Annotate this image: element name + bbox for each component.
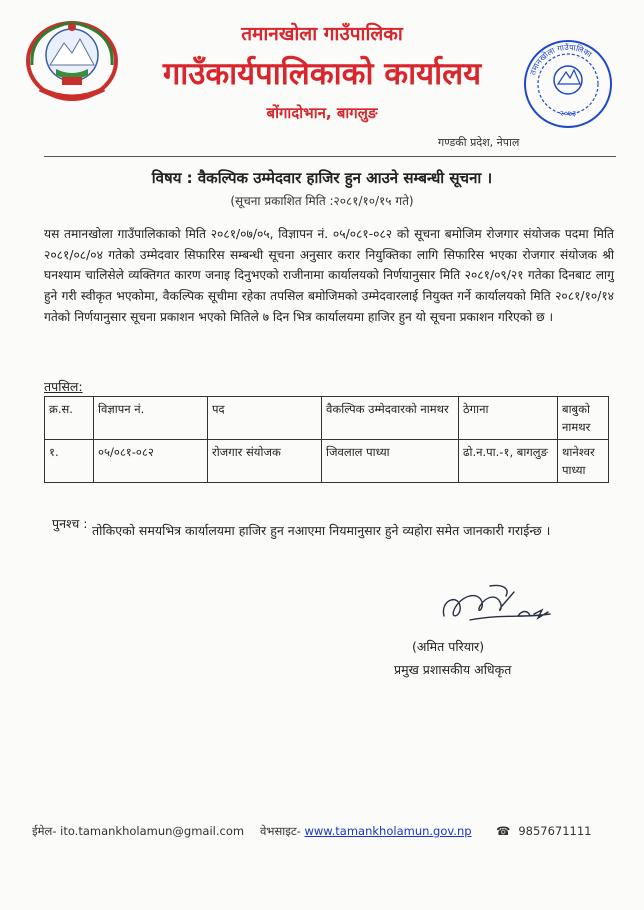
cell-serial: १. (45, 440, 94, 483)
footer-website-label: वेभसाइट- (260, 824, 305, 838)
cell-post: रोजगार संयोजक (208, 440, 322, 483)
signatory-title: प्रमुख प्रशासकीय अधिकृत (394, 662, 512, 677)
col-father-name: बाबुको नामथर (558, 397, 609, 440)
municipality-name: तमानखोला गाउँपालिका (241, 23, 403, 45)
published-date: (सूचना प्रकाशित मिति :२०८१/१०/१५ गते) (230, 194, 414, 208)
details-label: तपसिल: (44, 379, 83, 394)
office-title: गाउँकार्यपालिकाको कार्यालय (162, 56, 482, 92)
col-ad-number: विज्ञापन नं. (94, 397, 208, 440)
phone-icon: ☎ (496, 824, 511, 838)
candidate-table (44, 396, 609, 483)
cell-ad-number: ०५/०८१-०८२ (94, 440, 208, 483)
signatory-name: (अमित परियार) (412, 639, 485, 654)
office-address: बोंगादोभान, बागलुङ (266, 104, 378, 122)
footer-website-link[interactable]: www.tamankholamun.gov.np (304, 824, 472, 838)
svg-text:तमानखोला गाउँपालिका: तमानखोला गाउँपालिका (528, 42, 594, 77)
cell-address: ढो.न.पा.-१, बागलुङ (459, 440, 558, 483)
col-address: ठेगाना (459, 397, 558, 440)
footer-email[interactable]: ईमेल- ito.tamankholamun@gmail.com (32, 824, 245, 838)
table-header-row (45, 397, 609, 440)
cell-father-name: थानेश्वर पाध्या (558, 440, 609, 483)
notice-body: यस तमानखोला गाउँपालिकाको मिति २०८१/०७/०५, विज्ञापन नं. ०५/०८१-०८२ को सूचना बमोजिम रोजगार संयोजक पदमा मिति २०८१/०८/०४ गतेको उम्मेदवार सिफारिस सम्बन्धी सूचना अनुसार करार नियुक्तिका लागि सिफारिस भएका रोजगार संयोजक श्री घनश्याम चालिसेले व्यक्तिगत कारण जनाइ दिनुभएको राजीनामा कार्यालयको निर्णयानुसार मिति २०८१/०९/२१ गतेका दिनबाट लागु हुने गरी स्वीकृत भएकोमा, वैकल्पिक सूचीमा रहेका तपसिल बमोजिमको उम्मेदवारलाई नियुक्त गर्ने कार्यालयको मिति २०८१/१०/१४ गतेको निर्णयानुसार सूचना प्रकाशन भएको मितिले ७ दिन भित्र कार्यालयमा हाजिर हुन यो सूचना प्रकाशन गरिएको छ । (44, 227, 614, 324)
svg-text:२०७३: २०७३ (559, 109, 577, 118)
footer-website (260, 824, 472, 839)
province-name: गण्डकी प्रदेश, नेपाल (438, 136, 520, 149)
cell-candidate-name: जिवलाल पाध्या (322, 440, 459, 483)
col-post: पद (208, 397, 322, 440)
postscript-label: पुनश्च : (52, 516, 88, 531)
handwritten-signature (430, 580, 560, 630)
col-candidate-name: वैकल्पिक उम्मेदवारको नामथर (322, 397, 459, 440)
notice-subject: विषय : वैकल्पिक उम्मेदवार हाजिर हुन आउने सम्बन्धी सूचना । (151, 169, 493, 187)
footer-phone (496, 824, 592, 838)
table-row (45, 440, 609, 483)
footer-phone-number: 9857671111 (518, 824, 592, 838)
col-serial: क्र.स. (45, 397, 94, 440)
postscript-text: तोकिएको समयभित्र कार्यालयमा हाजिर हुन नआएमा नियमानुसार हुने व्यहोरा समेत जानकारी गराईन्छ । (92, 523, 551, 538)
header-divider (44, 156, 616, 157)
